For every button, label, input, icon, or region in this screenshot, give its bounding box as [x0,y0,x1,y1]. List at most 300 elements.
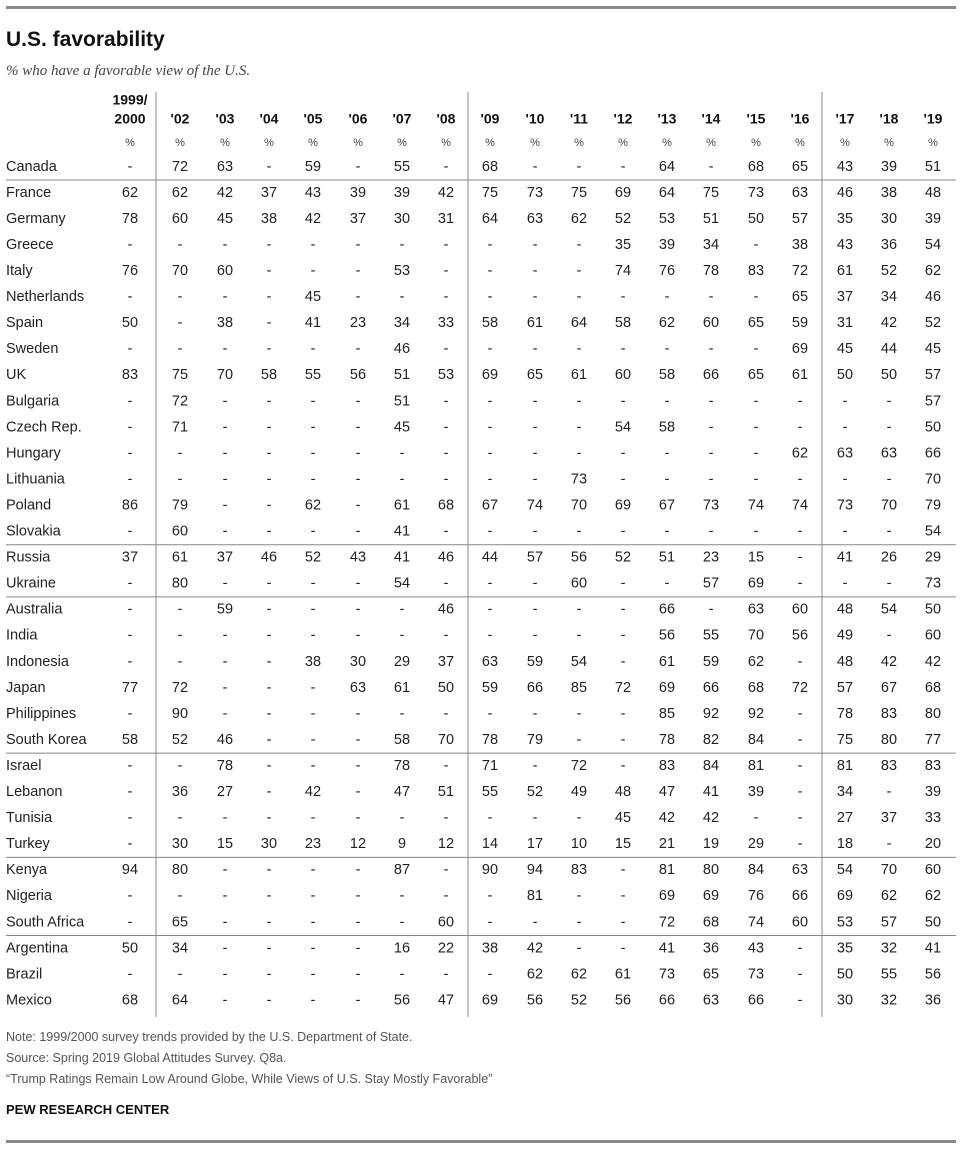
table-cell-empty: - [127,966,133,983]
table-cell-value: 60 [614,367,632,384]
table-cell-empty: - [310,601,316,618]
table-cell-value: 61 [393,679,411,696]
table-cell-value: 9 [397,836,407,853]
table-cell-value: 44 [481,549,499,566]
country-label: Germany [6,210,66,227]
column-unit-label: % [840,136,850,149]
table-cell-value: 75 [171,367,189,384]
table-cell-empty: - [399,705,405,722]
table-cell-empty: - [127,523,133,540]
table-cell-value: 81 [658,862,676,879]
table-cell-value: 73 [658,966,676,983]
table-cell-value: 46 [216,731,234,748]
table-cell-empty: - [664,523,670,540]
table-cell-value: 51 [924,158,942,175]
country-label: Brazil [6,966,43,983]
table-cell-value: 56 [791,627,809,644]
country-label: Spain [6,315,44,332]
column-unit-label: % [308,136,318,149]
table-cell-value: 58 [393,731,411,748]
country-label: Kenya [6,862,48,879]
table-cell-empty: - [797,419,803,436]
country-label: Slovakia [6,523,61,540]
table-cell-empty: - [576,289,582,306]
table-cell-empty: - [222,653,228,670]
table-cell-empty: - [753,445,759,462]
table-cell-value: 61 [836,263,854,280]
table-cell-empty: - [487,888,493,905]
table-cell-value: 69 [481,992,499,1009]
table-cell-value: 60 [570,575,588,592]
table-cell-empty: - [177,471,183,488]
table-cell-value: 60 [437,914,455,931]
table-cell-value: 41 [836,549,854,566]
table-cell-empty: - [266,862,272,879]
table-cell-value: 65 [747,315,765,332]
country-label: Japan [6,679,46,696]
country-label: Poland [6,497,52,514]
table-cell-value: 51 [393,393,411,410]
table-cell-value: 70 [880,862,898,879]
table-cell-value: 63 [216,158,234,175]
table-cell-empty: - [399,471,405,488]
table-cell-value: 62 [121,184,139,201]
table-cell-empty: - [532,810,538,827]
table-cell-empty: - [399,445,405,462]
table-cell-value: 74 [526,497,544,514]
table-cell-value: 81 [747,757,765,774]
table-cell-empty: - [576,341,582,358]
column-header-year: '02 [170,110,190,127]
table-cell-empty: - [266,888,272,905]
table-cell-empty: - [127,471,133,488]
table-cell-empty: - [266,263,272,280]
table-cell-value: 63 [880,445,898,462]
table-cell-value: 15 [747,549,765,566]
table-cell-empty: - [127,836,133,853]
table-cell-empty: - [222,341,228,358]
column-header-year: 1999/ [112,91,148,108]
table-cell-value: 67 [658,497,676,514]
table-cell-empty: - [222,810,228,827]
table-cell-value: 51 [658,549,676,566]
table-cell-empty: - [266,471,272,488]
table-cell-value: 27 [836,810,854,827]
table-cell-value: 75 [481,184,499,201]
table-cell-empty: - [576,731,582,748]
table-cell-empty: - [576,158,582,175]
country-label: Sweden [6,341,59,358]
table-cell-empty: - [222,888,228,905]
table-cell-empty: - [576,419,582,436]
table-cell-value: 57 [702,575,720,592]
chart-subtitle: % who have a favorable view of the U.S. [6,63,251,79]
table-cell-value: 57 [924,393,942,410]
table-cell-value: 78 [121,210,139,227]
column-header-year: 2000 [114,110,146,127]
table-cell-empty: - [310,888,316,905]
table-cell-value: 50 [747,210,765,227]
table-cell-value: 23 [702,549,720,566]
table-cell-empty: - [576,810,582,827]
table-cell-value: 62 [304,497,322,514]
table-cell-value: 83 [570,862,588,879]
column-unit-label: % [751,136,761,149]
table-cell-value: 74 [747,497,765,514]
country-label: South Korea [6,731,87,748]
table-cell-empty: - [266,757,272,774]
table-cell-value: 79 [526,731,544,748]
country-label: Ukraine [6,575,56,592]
table-cell-empty: - [443,236,449,253]
table-cell-empty: - [620,757,626,774]
table-cell-empty: - [620,888,626,905]
table-cell-value: 85 [570,679,588,696]
column-header-year: '10 [525,110,545,127]
table-cell-value: 61 [393,497,411,514]
table-cell-empty: - [532,158,538,175]
column-header-year: '04 [259,110,279,127]
table-cell-value: 42 [216,184,234,201]
table-cell-empty: - [753,523,759,540]
country-label: Mexico [6,992,52,1009]
table-cell-value: 73 [747,184,765,201]
table-cell-value: 80 [702,862,720,879]
table-cell-empty: - [532,914,538,931]
table-cell-empty: - [753,289,759,306]
table-cell-value: 60 [791,601,809,618]
table-cell-value: 34 [702,236,720,253]
table-cell-value: 78 [216,757,234,774]
table-cell-value: 72 [171,158,189,175]
table-cell-empty: - [266,992,272,1009]
table-cell-empty: - [222,940,228,957]
table-cell-value: 63 [791,862,809,879]
table-cell-value: 72 [791,263,809,280]
table-cell-empty: - [532,419,538,436]
table-cell-empty: - [443,966,449,983]
table-cell-empty: - [266,705,272,722]
table-cell-value: 37 [216,549,234,566]
table-cell-value: 27 [216,784,234,801]
table-cell-empty: - [127,627,133,644]
table-cell-value: 72 [658,914,676,931]
table-cell-value: 70 [747,627,765,644]
table-cell-empty: - [177,966,183,983]
table-cell-value: 61 [570,367,588,384]
table-cell-value: 58 [260,367,278,384]
table-cell-value: 57 [791,210,809,227]
table-cell-empty: - [443,393,449,410]
column-header-year: '17 [835,110,855,127]
table-cell-empty: - [266,315,272,332]
column-unit-label: % [795,136,805,149]
table-cell-empty: - [620,914,626,931]
column-unit-label: % [175,136,185,149]
table-cell-empty: - [753,810,759,827]
table-cell-value: 55 [481,784,499,801]
table-cell-empty: - [487,523,493,540]
column-unit-label: % [574,136,584,149]
table-cell-value: 39 [393,184,411,201]
column-unit-label: % [125,136,135,149]
table-cell-empty: - [620,705,626,722]
table-cell-value: 42 [437,184,455,201]
table-cell-value: 83 [880,705,898,722]
table-cell-empty: - [222,289,228,306]
table-cell-value: 12 [437,836,455,853]
table-cell-empty: - [620,601,626,618]
table-cell-value: 78 [658,731,676,748]
table-cell-value: 50 [836,966,854,983]
table-cell-value: 62 [570,210,588,227]
table-cell-empty: - [620,627,626,644]
table-cell-empty: - [355,862,361,879]
table-cell-value: 63 [481,653,499,670]
table-cell-value: 69 [614,184,632,201]
table-cell-value: 74 [614,263,632,280]
table-cell-empty: - [487,601,493,618]
table-cell-empty: - [886,471,892,488]
table-cell-value: 65 [791,289,809,306]
table-cell-empty: - [443,888,449,905]
table-cell-value: 30 [836,992,854,1009]
table-cell-empty: - [708,158,714,175]
table-cell-value: 62 [880,888,898,905]
table-cell-empty: - [355,627,361,644]
table-cell-value: 44 [880,341,898,358]
table-cell-value: 72 [171,679,189,696]
table-cell-value: 69 [836,888,854,905]
table-cell-empty: - [620,575,626,592]
table-cell-empty: - [532,575,538,592]
table-cell-empty: - [620,158,626,175]
table-cell-empty: - [355,289,361,306]
table-cell-value: 78 [481,731,499,748]
table-cell-value: 51 [393,367,411,384]
table-cell-empty: - [177,757,183,774]
table-cell-empty: - [443,289,449,306]
table-cell-value: 83 [658,757,676,774]
table-cell-value: 67 [481,497,499,514]
table-cell-empty: - [797,523,803,540]
country-label: Indonesia [6,653,69,670]
table-cell-empty: - [708,393,714,410]
table-cell-value: 15 [216,836,234,853]
table-cell-value: 55 [304,367,322,384]
table-cell-value: 42 [880,653,898,670]
table-cell-empty: - [797,992,803,1009]
table-cell-empty: - [355,497,361,514]
table-cell-value: 78 [393,757,411,774]
table-cell-empty: - [127,705,133,722]
table-cell-value: 42 [304,784,322,801]
table-cell-value: 56 [570,549,588,566]
table-cell-value: 84 [747,731,765,748]
table-cell-value: 50 [924,914,942,931]
column-header-year: '13 [657,110,677,127]
table-cell-empty: - [708,523,714,540]
table-cell-value: 52 [614,210,632,227]
table-cell-empty: - [487,419,493,436]
table-cell-empty: - [222,705,228,722]
table-cell-empty: - [310,862,316,879]
table-cell-empty: - [127,341,133,358]
table-cell-value: 46 [260,549,278,566]
table-cell-value: 54 [393,575,411,592]
table-cell-value: 42 [526,940,544,957]
table-cell-value: 37 [349,210,367,227]
country-label: Argentina [6,940,69,957]
table-cell-value: 41 [393,549,411,566]
table-cell-empty: - [886,393,892,410]
table-cell-empty: - [576,914,582,931]
table-cell-empty: - [399,914,405,931]
table-cell-empty: - [664,471,670,488]
table-cell-value: 59 [526,653,544,670]
table-cell-empty: - [266,445,272,462]
table-cell-empty: - [355,992,361,1009]
table-cell-empty: - [443,263,449,280]
table-cell-empty: - [620,731,626,748]
column-unit-label: % [441,136,451,149]
table-cell-value: 69 [791,341,809,358]
table-cell-value: 83 [747,263,765,280]
table-cell-value: 45 [836,341,854,358]
table-cell-empty: - [620,940,626,957]
table-cell-value: 55 [880,966,898,983]
table-cell-empty: - [127,601,133,618]
table-cell-value: 36 [171,784,189,801]
table-cell-empty: - [355,523,361,540]
table-cell-empty: - [266,914,272,931]
table-cell-value: 83 [880,757,898,774]
table-cell-value: 65 [171,914,189,931]
table-cell-value: 36 [702,940,720,957]
country-label: Philippines [6,705,77,722]
table-cell-value: 60 [171,523,189,540]
table-cell-empty: - [266,940,272,957]
country-label: Nigeria [6,888,52,905]
table-cell-empty: - [310,757,316,774]
chart-title: U.S. favorability [6,28,165,51]
table-cell-value: 21 [658,836,676,853]
table-cell-empty: - [355,341,361,358]
table-cell-empty: - [399,888,405,905]
table-cell-value: 33 [437,315,455,332]
table-cell-value: 68 [437,497,455,514]
table-cell-empty: - [842,393,848,410]
table-cell-empty: - [399,810,405,827]
table-cell-empty: - [487,810,493,827]
table-cell-value: 56 [393,992,411,1009]
table-cell-empty: - [532,263,538,280]
table-cell-empty: - [266,289,272,306]
table-cell-value: 66 [791,888,809,905]
table-cell-value: 17 [526,836,544,853]
table-cell-value: 48 [836,653,854,670]
table-cell-value: 34 [393,315,411,332]
table-cell-empty: - [443,575,449,592]
table-cell-empty: - [532,341,538,358]
table-cell-value: 59 [702,653,720,670]
table-cell-empty: - [487,575,493,592]
table-cell-value: 59 [791,315,809,332]
table-cell-value: 41 [304,315,322,332]
table-cell-empty: - [487,966,493,983]
table-cell-value: 37 [880,810,898,827]
table-cell-value: 56 [658,627,676,644]
table-cell-value: 68 [747,158,765,175]
table-cell-value: 54 [836,862,854,879]
column-header-year: '03 [215,110,235,127]
column-header-year: '14 [701,110,721,127]
table-cell-empty: - [842,471,848,488]
table-cell-value: 60 [216,263,234,280]
column-unit-label: % [706,136,716,149]
table-cell-empty: - [177,601,183,618]
table-cell-value: 66 [702,679,720,696]
table-cell-empty: - [886,627,892,644]
table-cell-value: 30 [393,210,411,227]
table-cell-value: 54 [924,236,942,253]
table-cell-value: 38 [216,315,234,332]
table-cell-value: 20 [924,836,942,853]
table-cell-value: 62 [924,888,942,905]
table-cell-empty: - [266,575,272,592]
table-cell-value: 30 [880,210,898,227]
table-cell-empty: - [355,914,361,931]
table-cell-empty: - [532,601,538,618]
table-cell-value: 12 [349,836,367,853]
table-cell-value: 77 [121,679,139,696]
table-cell-value: 68 [121,992,139,1009]
table-cell-value: 58 [658,419,676,436]
table-cell-value: 18 [836,836,854,853]
table-cell-value: 69 [658,679,676,696]
table-cell-value: 84 [747,862,765,879]
column-unit-label: % [662,136,672,149]
table-cell-value: 38 [481,940,499,957]
table-cell-value: 38 [880,184,898,201]
table-cell-value: 73 [702,497,720,514]
table-cell-value: 59 [304,158,322,175]
table-cell-value: 72 [791,679,809,696]
table-cell-value: 66 [747,992,765,1009]
table-cell-empty: - [127,575,133,592]
table-cell-value: 45 [924,341,942,358]
table-cell-value: 51 [437,784,455,801]
table-cell-value: 54 [570,653,588,670]
table-cell-value: 14 [481,836,499,853]
table-cell-value: 47 [437,992,455,1009]
table-cell-value: 45 [393,419,411,436]
table-cell-empty: - [886,419,892,436]
column-unit-label: % [928,136,938,149]
table-cell-empty: - [443,810,449,827]
report-title-text: “Trump Ratings Remain Low Around Globe, While Views of U.S. Stay Mostly Favorable” [6,1072,493,1086]
table-cell-empty: - [355,419,361,436]
table-cell-value: 23 [304,836,322,853]
table-cell-value: 38 [791,236,809,253]
table-cell-empty: - [266,601,272,618]
table-cell-value: 46 [924,289,942,306]
country-label: Italy [6,263,33,280]
table-cell-value: 45 [304,289,322,306]
table-cell-value: 66 [658,992,676,1009]
table-cell-empty: - [355,784,361,801]
table-cell-empty: - [797,810,803,827]
